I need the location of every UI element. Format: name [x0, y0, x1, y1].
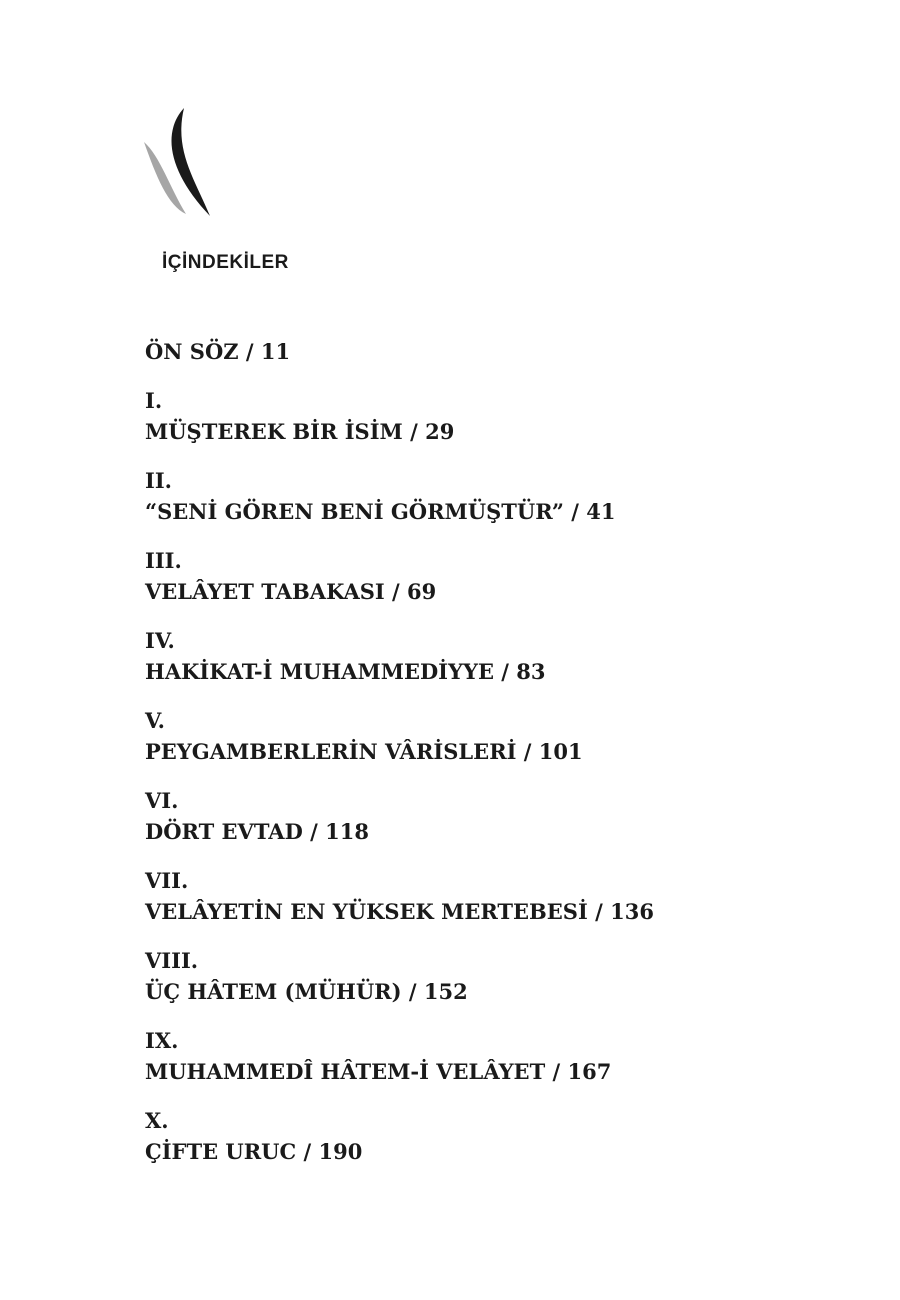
toc-entry-title: MUHAMMEDÎ HÂTEM-İ VELÂYET: [145, 1059, 546, 1084]
toc-separator: /: [401, 979, 424, 1004]
toc-title-line: [145, 496, 865, 528]
toc-entry-title: VELÂYETİN EN YÜKSEK MERTEBESİ: [145, 899, 588, 924]
toc-chapter-numeral: V.: [145, 707, 165, 733]
toc-entry-title: VELÂYET TABAKASI: [145, 579, 385, 604]
toc-entry-page: 152: [423, 979, 468, 1004]
toc-entry-title: HAKİKAT-İ MUHAMMEDİYYE: [145, 659, 494, 684]
toc-entry-title: ÜÇ HÂTEM (MÜHÜR): [145, 979, 402, 1004]
toc-entry-chapter: [145, 945, 865, 1008]
page-title: İÇİNDEKİLER: [162, 252, 289, 273]
toc-separator: /: [302, 819, 326, 844]
toc-entry-title: PEYGAMBERLERİN VÂRİSLERİ: [145, 739, 517, 764]
toc-chapter-numeral: IX.: [145, 1027, 179, 1053]
toc-separator: /: [384, 579, 408, 604]
toc-chapter-numeral: VIII.: [145, 947, 199, 973]
toc-title-line: [145, 1136, 865, 1168]
toc-chapter-numeral: VI.: [145, 787, 179, 813]
toc-separator: /: [296, 1139, 319, 1164]
toc-entry-page: 41: [586, 499, 616, 524]
toc-entry-page: 29: [425, 419, 455, 444]
toc-title-line: [145, 976, 865, 1008]
toc-entry-preface: [145, 336, 865, 368]
toc-entry-chapter: [145, 785, 865, 848]
toc-separator: /: [564, 499, 587, 524]
toc-title-line: [145, 816, 865, 848]
toc-entry-chapter: [145, 865, 865, 928]
toc-separator: /: [402, 419, 426, 444]
toc-separator: /: [493, 659, 517, 684]
toc-entry-chapter: [145, 1025, 865, 1088]
toc-separator: /: [587, 899, 611, 924]
toc-entry-page: 101: [538, 739, 583, 764]
toc-entry-title: MÜŞTEREK BİR İSİM: [145, 419, 403, 444]
toc-chapter-numeral: X.: [145, 1107, 169, 1133]
toc-chapter-numeral: II.: [145, 467, 172, 493]
toc-entry-page: 190: [318, 1139, 363, 1164]
toc-title-line: [145, 576, 865, 608]
toc-entry-page: 118: [325, 819, 369, 844]
toc-chapter-list: [145, 385, 865, 1168]
toc-entry-title: ÇİFTE URUC: [145, 1139, 297, 1164]
toc-title-line: [145, 1056, 865, 1088]
toc-title-line: [145, 736, 865, 768]
toc-chapter-numeral: III.: [145, 547, 182, 573]
table-of-contents: [145, 336, 865, 1185]
toc-entry-chapter: [145, 465, 865, 528]
toc-chapter-numeral: VII.: [145, 867, 189, 893]
toc-entry-title: ÖN SÖZ: [145, 339, 239, 364]
toc-chapter-numeral: IV.: [145, 627, 175, 653]
toc-entry-chapter: [145, 385, 865, 448]
toc-entry-title: “SENİ GÖREN BENİ GÖRMÜŞTÜR”: [145, 499, 564, 524]
flame-swoosh-logo-icon: [138, 106, 218, 222]
toc-entry-page: 136: [610, 899, 654, 924]
toc-title-line: [145, 896, 865, 928]
toc-separator: /: [516, 739, 539, 764]
toc-entry-title: DÖRT EVTAD: [145, 819, 303, 844]
toc-entry-page: 167: [567, 1059, 612, 1084]
toc-entry-page: 11: [260, 339, 291, 364]
toc-entry-page: 69: [407, 579, 437, 604]
toc-chapter-numeral: I.: [145, 387, 163, 413]
toc-entry-chapter: [145, 545, 865, 608]
toc-separator: /: [545, 1059, 568, 1084]
toc-title-line: [145, 336, 865, 368]
toc-title-line: [145, 656, 865, 688]
toc-entry-chapter: [145, 1105, 865, 1168]
toc-separator: /: [238, 339, 261, 364]
toc-entry-page: 83: [516, 659, 546, 684]
toc-title-line: [145, 416, 865, 448]
toc-entry-chapter: [145, 705, 865, 768]
toc-entry-chapter: [145, 625, 865, 688]
